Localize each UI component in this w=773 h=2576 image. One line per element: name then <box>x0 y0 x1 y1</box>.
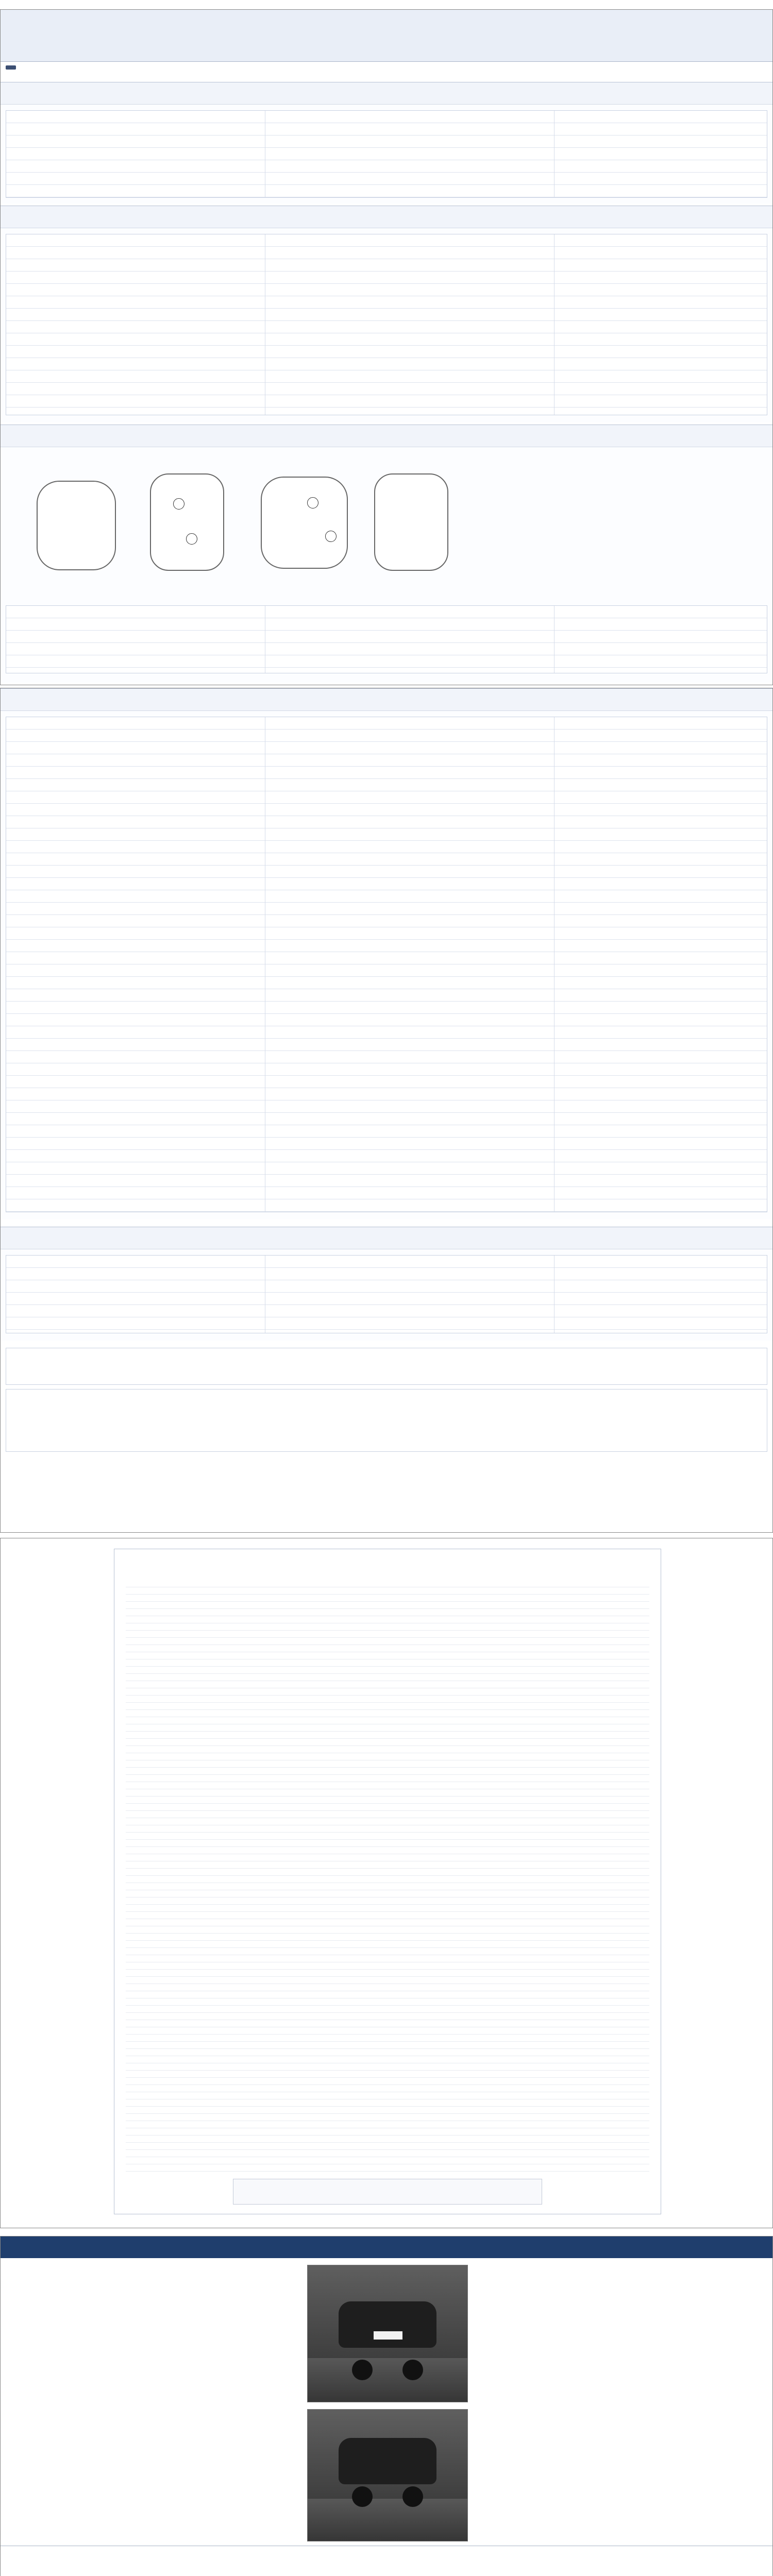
title-block <box>1 10 772 62</box>
photo-wheel-right-lift <box>402 2486 423 2507</box>
notice-body-lines <box>126 1580 649 2173</box>
detailed-condition-table <box>6 717 767 1212</box>
document-number <box>6 65 16 70</box>
photo-wheel-left-lift <box>352 2486 373 2507</box>
signature-area <box>1 2546 772 2576</box>
vehicle-basic-info-table <box>6 110 767 198</box>
damage-marker-2 <box>186 533 197 545</box>
photo-license-plate <box>374 2331 402 2340</box>
vehicle-summary-header <box>1 206 772 228</box>
car-outline-left <box>37 481 116 570</box>
confirmation-table <box>6 1348 767 1385</box>
photo-car-body <box>339 2301 436 2348</box>
report-page-3 <box>0 1538 773 2228</box>
vehicle-summary-section <box>1 206 772 422</box>
top-meta-bar <box>0 0 773 9</box>
report-page-4 <box>0 2236 773 2576</box>
inspection-photo-lift <box>307 2409 468 2541</box>
accident-repair-table <box>6 605 767 673</box>
other-info-table <box>6 1255 767 1333</box>
report-page-2 <box>0 688 773 1533</box>
accident-repair-header <box>1 425 772 447</box>
comment-table <box>6 1389 767 1452</box>
report-page-1 <box>0 9 773 685</box>
photo-section-title <box>1 2236 772 2258</box>
car-outline-right <box>261 477 348 569</box>
car-outline-rear <box>374 473 448 571</box>
car-outline-top <box>150 473 224 571</box>
other-info-section <box>1 1227 772 1341</box>
vehicle-summary-table <box>6 234 767 415</box>
notice-box <box>114 1549 661 2214</box>
damage-marker-3 <box>307 497 318 509</box>
vehicle-basic-info-section <box>1 82 772 204</box>
notice-footer-box <box>233 2179 542 2205</box>
vehicle-basic-info-header <box>1 82 772 105</box>
damage-marker-4 <box>325 531 337 542</box>
car-damage-diagram <box>19 461 451 595</box>
photo-car-body-lift <box>339 2438 436 2484</box>
photo-wheel-left <box>352 2360 373 2380</box>
detailed-condition-section <box>1 688 772 1219</box>
photo-floor <box>308 2358 467 2402</box>
damage-marker-1 <box>173 498 184 510</box>
inspection-photo-front <box>307 2265 468 2402</box>
detailed-condition-header <box>1 689 772 711</box>
photo-wheel-right <box>402 2360 423 2380</box>
photo-floor-lift <box>308 2499 467 2541</box>
accident-repair-section <box>1 425 772 683</box>
other-info-header <box>1 1227 772 1249</box>
